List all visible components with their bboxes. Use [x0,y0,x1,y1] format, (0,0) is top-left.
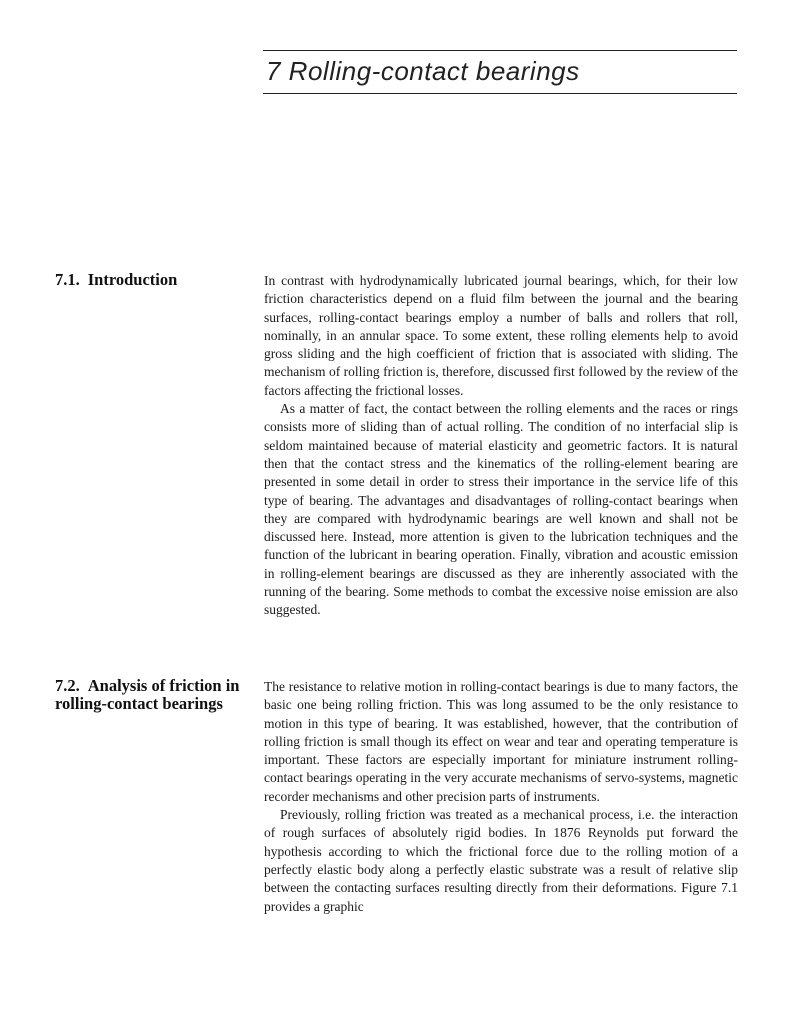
chapter-rule-top [263,50,737,51]
paragraph: Previously, rolling friction was treated as a mechanical process, i.e. the interaction of rough surfaces of absolutely rigid bodies. In 1876 Reynolds put forward the hypothesis according to which the frictional force due to the rolling motion of a perfectly elastic body along a perfectly elastic substrate was a result of relative slip between the contacting surfaces resulting directly from their deformations. Figure 7.1 provides a graphic [264,807,738,914]
paragraph: The resistance to relative motion in rolling-contact bearings is due to many factors, the basic one being rolling friction. This was long assumed to be the only resistance to motion in this type of bearing. It was established, however, that the contribution of rolling friction is small though its effect on wear and tear and operating temperature is important. These factors are especially important for miniature instrument rolling-contact bearings operating in the very accurate mechanisms of servo-systems, magnetic recorder mechanisms and other precision parts of instruments. [264,679,738,804]
chapter-rule-bottom [263,93,737,94]
paragraph: As a matter of fact, the contact between the rolling elements and the races or rings consists more of sliding than of actual rolling. The condition of no interfacial slip is seldom maintained because of material elasticity and geometric factors. It is natural then that the contact stress and the kinematics of the rolling-element bearing are presented in some detail in order to stress their importance in the service life of this type of bearing. The advantages and disadvantages of rolling-contact bearings when they are compared with hydrodynamic bearings are well known and shall not be discussed here. Instead, more attention is given to the lubrication techniques and the function of the lubricant in bearing operation. Finally, vibration and acoustic emission in rolling-element bearings are discussed as they are inherently associated with the running of the bearing. Some methods to combat the excessive noise emission are also suggested. [264,401,738,618]
section-body-introduction [264,272,738,620]
section-title: Analysis of friction in rolling-contact bearings [55,676,240,713]
section-body-analysis-of-friction [264,678,738,916]
section-title: Introduction [87,270,178,289]
chapter-title: 7 Rolling-contact bearings [266,56,580,86]
section-heading-analysis-of-friction [55,677,255,713]
section-number: 7.2. [55,676,80,695]
section-heading-introduction [55,271,255,289]
paragraph: In contrast with hydrodynamically lubricated journal bearings, which, for their low friction characteristics depend on a fluid film between the journal and the bearing surfaces, rolling-contact bearings employ a number of balls and rollers that roll, nominally, in an annular space. To some extent, these rolling elements help to avoid gross sliding and the high coefficient of friction that is associated with sliding. The mechanism of rolling friction is, therefore, discussed first followed by the review of the factors affecting the frictional losses. [264,273,738,398]
section-number: 7.1. [55,270,80,289]
